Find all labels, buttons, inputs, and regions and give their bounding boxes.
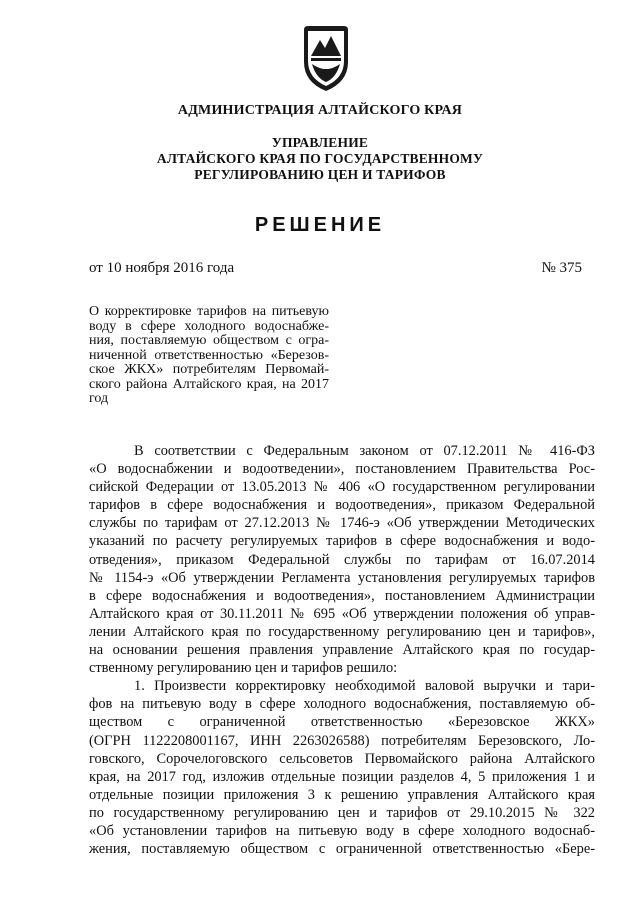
department-line: АЛТАЙСКОГО КРАЯ ПО ГОСУДАРСТВЕННОМУ	[156, 151, 484, 166]
body-line: по государственному регулированию цен и тарифов от 29.10.2015 № 322	[89, 804, 595, 821]
body-line: лении Алтайского края по государственному регулированию цен и тарифов»,	[89, 623, 595, 640]
subject-line: ского района Алтайского края, на 2017	[89, 376, 329, 392]
body-line: говского, Сорочелоговского сельсоветов Первомайского района Алтайского	[89, 750, 595, 767]
body-line: «Об установлении тарифов на питьевую воду в сфере холодного водоснаб-	[89, 822, 595, 839]
body-line: отведения», приказом Федеральной службы по тарифам от 16.07.2014	[89, 551, 595, 568]
department-title	[0, 135, 640, 183]
body-line: Алтайского края от 30.11.2011 № 695 «Об утверждении положения об управ-	[89, 605, 595, 622]
body-line: «О водоснабжении и водоотведении», постановлением Правительства Рос-	[89, 461, 595, 478]
body-line: края, на 2017 год, изложив отдельные позиции разделов 4, 5 приложения 1 и	[89, 768, 595, 785]
body-line: 1. Произвести корректировку необходимой валовой выручки и тари-	[134, 678, 595, 695]
document-body	[89, 442, 595, 858]
body-line: В соответствии с Федеральным законом от 07.12.2011 № 416-ФЗ	[134, 443, 595, 459]
body-line: в сфере водоснабжения и водоотведения», постановлением Администрации	[89, 587, 595, 604]
document-type-title: РЕШЕНИЕ	[254, 214, 386, 236]
body-line: жения, поставляемую обществом с ограниченной ответственностью «Бере-	[89, 841, 595, 858]
body-line: тарифов в сфере водоснабжения и водоотведения», приказом Федеральной	[89, 497, 595, 514]
body-line: фов на питьевую воду в сфере холодного водоснабжения, поставляемую об-	[89, 696, 595, 713]
altai-coat-of-arms-icon	[294, 22, 358, 94]
body-line: (ОГРН 1122208001167, ИНН 2263026588) потребителям Березовского, Ло-	[89, 732, 595, 749]
document-number: № 375	[541, 260, 582, 276]
department-line: РЕГУЛИРОВАНИЮ ЦЕН И ТАРИФОВ	[194, 167, 446, 182]
subject-line: ния, поставляемую обществом с огра-	[89, 333, 329, 348]
body-line: сийской Федерации от 13.05.2013 № 406 «О государственном регулировании	[89, 479, 595, 496]
body-line: указаний по расчету регулируемых тарифов в сфере водоснабжения и водо-	[89, 533, 595, 550]
body-line: отдельные позиции приложения 3 к решению управления Алтайского края	[89, 786, 595, 803]
body-line: № 1154-э «Об утверждении Регламента установления регулируемых тарифов	[89, 569, 595, 586]
body-line: ственному регулированию цен и тарифов решило:	[89, 660, 398, 677]
department-line: УПРАВЛЕНИЕ	[271, 135, 369, 150]
body-line: на основании решения правления управление Алтайского края по государ-	[89, 642, 595, 659]
subject-line: ниченной ответственностью «Березов-	[89, 347, 329, 363]
subject-line: год	[89, 391, 109, 406]
subject-line: О корректировке тарифов на питьевую	[89, 304, 329, 319]
administration-title: АДМИНИСТРАЦИЯ АЛТАЙСКОГО КРАЯ	[177, 103, 463, 118]
body-line: службы по тарифам от 27.12.2013 № 1746-э «Об утверждении Методических	[89, 515, 595, 532]
body-line: ществом с ограниченной ответственностью «Березовское ЖКХ»	[89, 714, 595, 731]
subject-line: ское ЖКХ» потребителям Первомай-	[89, 362, 329, 377]
document-subject	[89, 305, 329, 407]
subject-line: воду в сфере холодного водоснабже-	[89, 318, 329, 334]
document-date: от 10 ноября 2016 года	[89, 260, 235, 276]
